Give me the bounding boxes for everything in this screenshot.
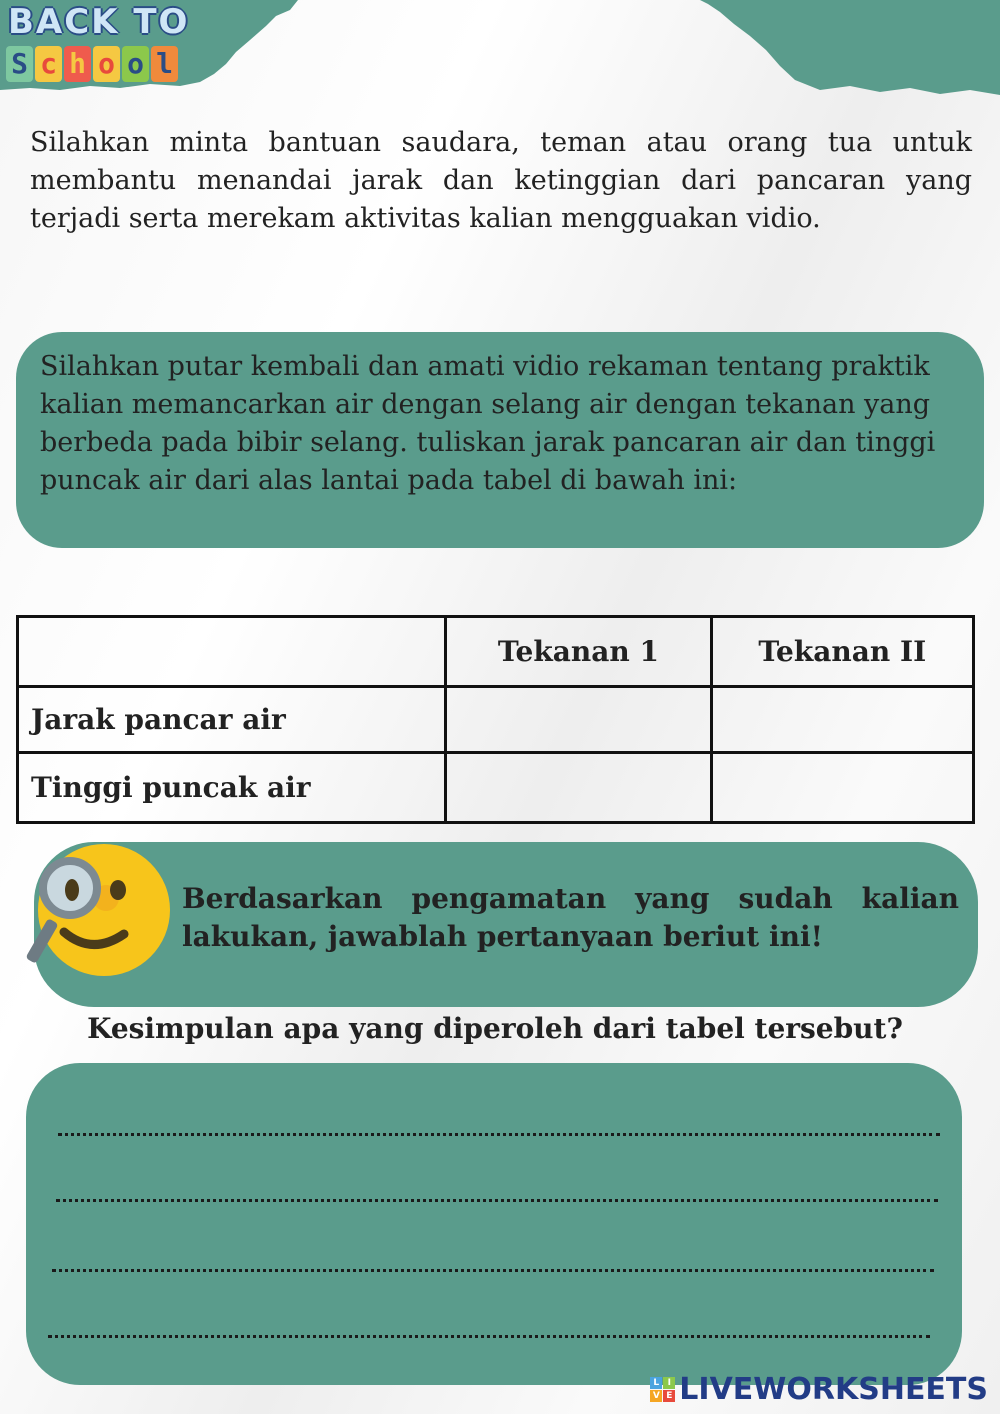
logo-letter: c [35, 46, 62, 82]
table-header-cell: Tekanan II [711, 617, 973, 687]
brand-name: LIVEWORKSHEETS [679, 1372, 988, 1407]
answer-cell[interactable] [446, 753, 711, 823]
logo-letter: h [64, 46, 91, 82]
torn-paper-right-decoration [700, 0, 1000, 95]
instruction-box [16, 332, 984, 548]
logo-letter: o [93, 46, 120, 82]
row-label: Jarak pancar air [18, 687, 446, 753]
question-text: Kesimpulan apa yang diperoleh dari tabel tersebut? [87, 1012, 903, 1045]
logo-back-to: BACK TO [8, 2, 190, 42]
liveworksheets-logo-icon: L I V E [650, 1377, 675, 1402]
magnifying-glass-emoji-icon [22, 838, 172, 988]
answer-line[interactable] [48, 1335, 930, 1338]
logo-letter: S [6, 46, 33, 82]
observation-table [16, 615, 975, 824]
logo-letter: o [122, 46, 149, 82]
observation-prompt-text: Berdasarkan pengamatan yang sudah kalian lakukan, jawablah pertanyaan beriut ini! [182, 882, 959, 953]
answer-line[interactable] [56, 1199, 938, 1202]
table-row [18, 687, 974, 753]
table-header-cell [18, 617, 446, 687]
answer-box[interactable] [26, 1063, 962, 1385]
answer-cell[interactable] [711, 753, 973, 823]
table-header-row [18, 617, 974, 687]
liveworksheets-brand [650, 1372, 988, 1407]
answer-line[interactable] [52, 1269, 934, 1272]
row-label: Tinggi puncak air [18, 753, 446, 823]
answer-cell[interactable] [446, 687, 711, 753]
answer-line[interactable] [58, 1133, 940, 1136]
table-header-cell: Tekanan 1 [446, 617, 711, 687]
intro-paragraph: Silahkan minta bantuan saudara, teman atau orang tua untuk membantu menandai jarak dan ketinggian dari pancaran yang terjadi serta merekam aktivitas kalian mengguakan vidio. [30, 127, 972, 234]
table-row [18, 753, 974, 823]
instruction-text: Silahkan putar kembali dan amati vidio rekaman tentang praktik kalian memancarkan air dengan selang air dengan tekanan yang berbeda pada bibir selang. tuliskan jarak pancaran air dan tinggi puncak air dari alas lantai pada tabel di bawah ini: [40, 351, 936, 496]
logo-school [6, 46, 178, 82]
observation-prompt-box [34, 842, 978, 1007]
logo-letter: l [151, 46, 178, 82]
answer-cell[interactable] [711, 687, 973, 753]
